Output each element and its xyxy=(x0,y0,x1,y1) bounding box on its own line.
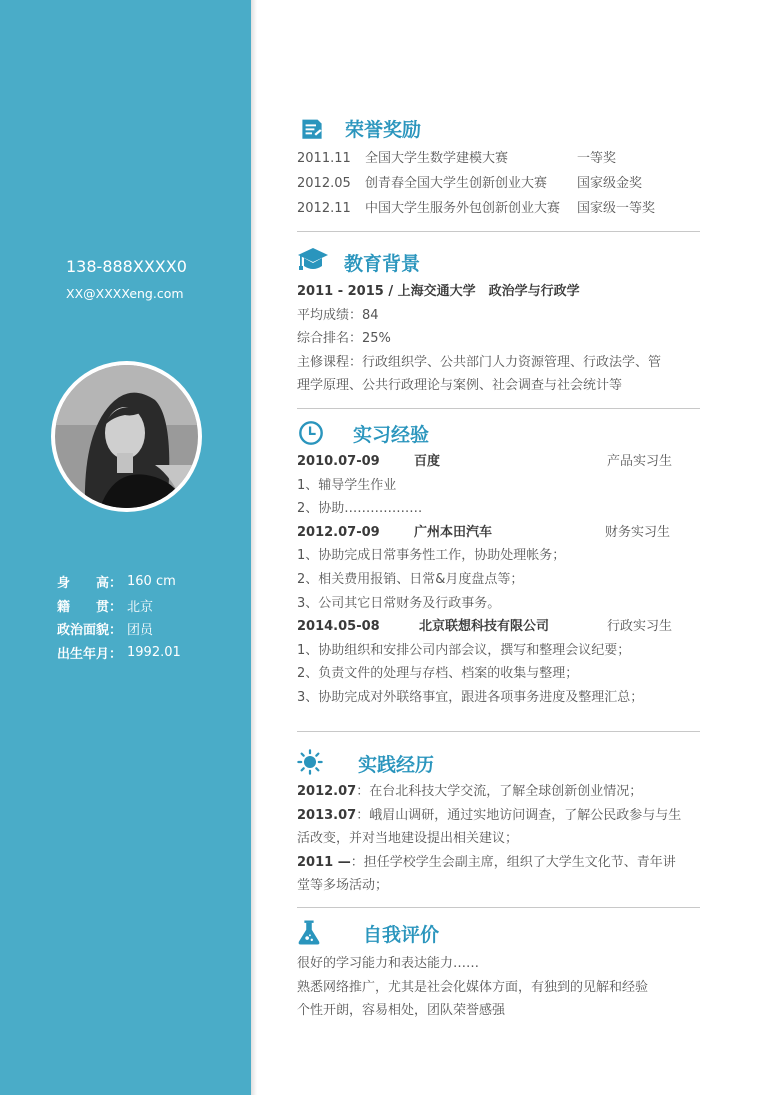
practice-date: 2012.07 xyxy=(297,784,357,799)
education-rank: 综合排名：25% xyxy=(297,331,391,347)
list-item: 2、协助……………… xyxy=(297,501,423,517)
practice-section xyxy=(297,746,700,898)
section-title: 实践经历 xyxy=(358,754,435,776)
job-company: 百度 xyxy=(414,454,441,469)
info-row-political xyxy=(57,617,181,641)
practice-text: 活改变，并对当地建设提出相关建议； xyxy=(297,831,519,847)
list-item: 熟悉网络推广，尤其是社会化媒体方面，有独到的见解和经验 xyxy=(297,979,649,995)
list-item: 1、协助组织和安排公司内部会议，撰写和整理会议纪要； xyxy=(297,642,631,658)
practice-date: 2011 — xyxy=(297,854,351,870)
section-header xyxy=(297,918,700,950)
sidebar xyxy=(0,0,251,1095)
info-row-birth xyxy=(57,641,181,665)
practice-text: 堂等多场活动； xyxy=(297,878,389,894)
list-item xyxy=(297,851,700,875)
list-item: 很好的学习能力和表达能力…… xyxy=(297,956,480,971)
info-value: 1992.01 xyxy=(127,645,181,661)
practice-date: 2013.07 xyxy=(297,807,357,823)
section-header xyxy=(297,114,700,146)
personal-info xyxy=(57,570,181,664)
email-address: XX@XXXXeng.com xyxy=(66,286,184,301)
section-title: 教育背景 xyxy=(344,253,421,275)
info-row-hometown xyxy=(57,594,181,618)
list-item xyxy=(297,827,700,851)
info-row-height xyxy=(57,570,181,594)
clock-icon xyxy=(298,420,324,446)
info-key: 政治面貌： xyxy=(57,623,123,639)
practice-text: ：峨眉山调研，通过实地访问调查，了解公民政参与与生 xyxy=(356,807,682,823)
honor-name: 创青春全国大学生创新创业大赛 xyxy=(365,176,548,191)
flask-icon xyxy=(297,919,321,946)
graduation-cap-icon xyxy=(297,246,329,274)
honors-section xyxy=(297,114,700,221)
phone-number: 138-888XXXX0 xyxy=(66,257,187,276)
honor-date: 2012.11 xyxy=(297,201,351,216)
job-header xyxy=(297,450,700,474)
list-item xyxy=(297,196,700,221)
practice-text: ：在台北科技大学交流，了解全球创新创业情况； xyxy=(356,784,643,799)
honor-date: 2012.05 xyxy=(297,176,351,191)
section-header xyxy=(297,746,700,778)
section-header xyxy=(297,418,700,450)
job-role: 行政实习生 xyxy=(607,619,673,635)
section-header xyxy=(297,246,700,278)
list-item: 1、协助完成日常事务性工作，协助处理帐务； xyxy=(297,548,566,564)
honor-name: 全国大学生数学建模大赛 xyxy=(365,151,509,166)
education-school-major: / 上海交通大学 政治学与行政学 xyxy=(383,284,580,299)
section-title: 荣誉奖励 xyxy=(345,119,422,141)
job-date: 2010.07-09 xyxy=(297,454,380,469)
info-value: 北京 xyxy=(127,599,154,615)
education-headline xyxy=(297,280,700,304)
honor-level: 国家级一等奖 xyxy=(577,201,656,216)
sidebar-shadow xyxy=(251,0,257,1095)
job-company: 北京联想科技有限公司 xyxy=(419,619,550,635)
divider xyxy=(297,231,700,232)
list-item xyxy=(297,804,700,828)
job-header xyxy=(297,615,700,639)
list-item: 2、负责文件的处理与存档、档案的收集与整理； xyxy=(297,666,579,682)
job-role: 财务实习生 xyxy=(605,524,671,540)
info-key: 出生年月： xyxy=(57,647,123,663)
divider xyxy=(297,731,700,732)
list-item: 3、公司其它日常财务及行政事务。 xyxy=(297,595,501,611)
divider xyxy=(297,907,700,908)
info-key: 身 高： xyxy=(57,576,123,592)
list-item: 个性开朗，容易相处，团队荣誉感强 xyxy=(297,1003,506,1019)
job-role: 产品实习生 xyxy=(607,454,673,469)
info-value: 团员 xyxy=(127,623,154,639)
practice-text: ：担任学校学生会副主席，组织了大学生文化节、青年讲 xyxy=(350,854,676,870)
education-section xyxy=(297,246,700,398)
info-value: 160 cm xyxy=(127,574,176,590)
honor-level: 一等奖 xyxy=(577,151,617,166)
list-item xyxy=(297,146,700,171)
honor-date: 2011.11 xyxy=(297,151,351,166)
avatar xyxy=(51,361,202,512)
list-item: 2、相关费用报销、日常&月度盘点等； xyxy=(297,571,524,587)
list-item: 3、协助完成对外联络事宜，跟进各项事务进度及整理汇总； xyxy=(297,689,644,705)
education-gpa: 平均成绩：84 xyxy=(297,307,379,323)
list-item xyxy=(297,171,700,196)
certificate-icon xyxy=(300,118,324,142)
internship-section xyxy=(297,418,700,710)
honor-level: 国家级金奖 xyxy=(577,176,643,191)
honor-name: 中国大学生服务外包创新创业大赛 xyxy=(365,201,561,216)
job-company: 广州本田汽车 xyxy=(414,524,493,540)
education-courses: 主修课程：行政组织学、公共部门人力资源管理、行政法学、管 xyxy=(297,354,662,370)
sun-icon xyxy=(297,749,323,775)
education-dates: 2011 - 2015 xyxy=(297,284,384,299)
list-item xyxy=(297,780,700,804)
self-evaluation-section xyxy=(297,918,700,1023)
job-date: 2014.05-08 xyxy=(297,619,380,635)
education-courses: 理学原理、公共行政理论与案例、社会调查与社会统计等 xyxy=(297,378,623,394)
job-date: 2012.07-09 xyxy=(297,524,380,540)
list-item: 1、辅导学生作业 xyxy=(297,477,397,493)
info-key: 籍 贯： xyxy=(57,599,123,615)
section-title: 实习经验 xyxy=(353,424,430,446)
portrait-photo xyxy=(55,365,198,508)
job-header xyxy=(297,521,700,545)
list-item xyxy=(297,874,700,898)
section-title: 自我评价 xyxy=(363,924,440,946)
divider xyxy=(297,408,700,409)
